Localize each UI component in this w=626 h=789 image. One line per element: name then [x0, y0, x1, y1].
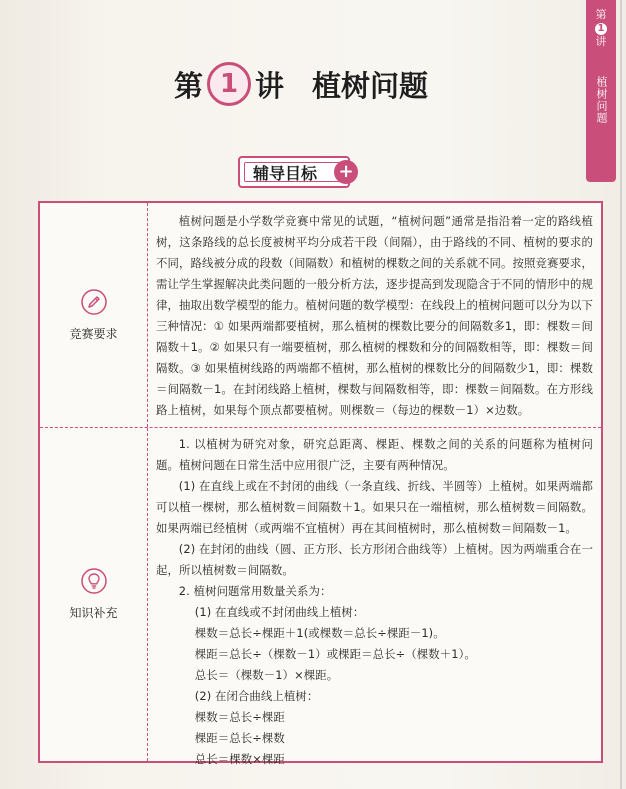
page-title	[174, 60, 428, 108]
knowledge-line: 棵数＝总长÷棵距	[194, 710, 285, 724]
banner-label: 辅导目标	[252, 163, 317, 183]
side-tab-lecture-suffix: 讲	[595, 35, 607, 48]
knowledge-line: 棵距＝总长÷棵数	[194, 731, 285, 745]
side-tab-lecture	[586, 0, 616, 48]
knowledge-line: 总长＝棵数×棵距	[194, 752, 285, 766]
pencil-icon	[81, 289, 107, 315]
page-edge-line	[620, 0, 622, 789]
row-label-cell	[40, 428, 148, 761]
title-suffix: 讲	[255, 68, 285, 103]
goals-table	[38, 201, 603, 766]
section-banner	[238, 156, 354, 188]
row-label: 知识补充	[69, 606, 118, 620]
knowledge-para: (1) 在直线上或在不封闭的曲线（一条直线、折线、半圆等）上植树。如果两端都可以植一棵树，那么植树数＝间隔数＋1。如果只在一端植树，那么植树数＝间隔数。如果两端已经植树（或两端不宜植树）再在其间植树时，那么植树数＝间隔数－1。	[156, 479, 593, 535]
knowledge-para: 1. 以植树为研究对象，研究总距离、棵距、棵数之间的关系的问题称为植树问题。植树问题在日常生活中应用很广泛，主要有两种情况。	[156, 437, 593, 472]
knowledge-line: 棵数＝总长÷棵距＋1(或棵数＝总长÷棵距－1)。	[194, 626, 445, 640]
title-prefix: 第	[174, 68, 204, 103]
competition-text: 植树问题是小学数学竞赛中常见的试题，“植树问题”通常是指沿着一定的路线植树，这条路线的总长度被树平均分成若干段（间隔），由于路线的不同、植树的要求的不同，路线被分成的段数（间隔数）和植树的棵数之间的关系就不同。按照竞赛要求，需让学生掌握解决此类问题的一般分析方法，逐步提高到发现隐含于不同的情形中的规律，抽取出数学模型的能力。植树问题的数学模型：在线段上的植树问题可以分为以下三种情况：① 如果两端都要植树，那么植树的棵数比要分的间隔数多1，即：棵数＝间隔数＋1。② 如果只有一端要植树，那么植树的棵数和分的间隔数相等，即：棵数＝间隔数。③ 如果植树线路的两端都不植树，那么植树的棵数比分的间隔数少1，即：棵数＝间隔数－1。在封闭线路上植树，棵数与间隔数相等，即：棵数＝间隔数。在方形线路上植树，如果每个顶点都要植树。则棵数＝（每边的棵数－1）×边数。	[156, 214, 593, 417]
knowledge-line: (2) 在闭合曲线上植树：	[194, 689, 319, 703]
row-label-cell	[40, 203, 148, 427]
row-label: 竞赛要求	[69, 326, 118, 341]
row-content	[156, 211, 593, 421]
knowledge-para: (2) 在封闭的曲线（圆、正方形、长方形闭合曲线等）上植树。因为两端重合在一起，所以植树数＝间隔数。	[156, 542, 593, 577]
side-tab-lecture-number: 1	[595, 23, 607, 35]
knowledge-line: (1) 在直线或不封闭曲线上植树：	[194, 605, 365, 619]
side-tab-lecture-prefix: 第	[595, 8, 607, 21]
side-tab-topic: 植树问题	[595, 76, 608, 124]
knowledge-line: 棵距＝总长÷（棵数－1）或棵距＝总长÷（棵数＋1）。	[194, 647, 476, 661]
row-content	[156, 434, 593, 770]
title-topic: 植树问题	[312, 68, 429, 103]
table-row-competition	[40, 203, 601, 428]
knowledge-line: 总长＝（棵数－1）×棵距。	[194, 668, 339, 682]
title-lecture-number: 1	[207, 62, 251, 106]
knowledge-para: 2. 植树问题常用数量关系为：	[178, 584, 332, 598]
table-row-knowledge	[40, 428, 601, 766]
plus-icon: +	[334, 160, 358, 184]
side-tab	[586, 0, 616, 182]
lightbulb-icon	[81, 568, 107, 594]
